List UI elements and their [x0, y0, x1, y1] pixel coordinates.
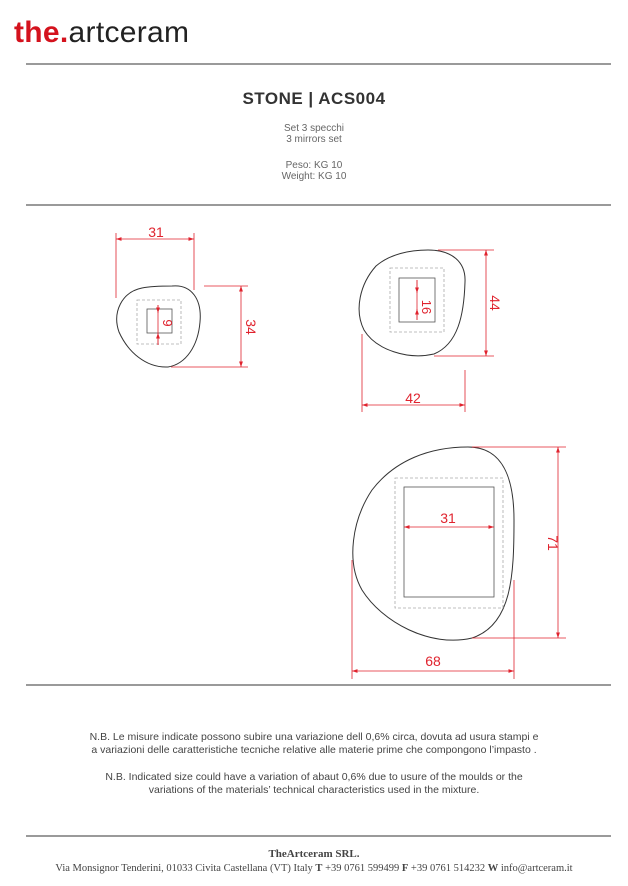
logo-the: the.: [14, 16, 69, 49]
weight-en: Weight: KG 10: [281, 171, 347, 182]
product-title: STONE | ACS004: [242, 89, 386, 108]
note-it-line1: N.B. Le misure indicate possono subire una variazione dell 0,6% circa, dovuta ad usura stampi e: [89, 731, 539, 743]
small-height-label: 34: [243, 319, 259, 335]
large-inner-label: 31: [440, 510, 456, 526]
note-it-line2: a variazioni delle caratteristiche tecniche relative alle materie prime che compongono l’impasto .: [91, 744, 537, 756]
large-height-label: 71: [545, 535, 561, 551]
medium-height-label: 44: [487, 295, 503, 311]
note-en-line1: N.B. Indicated size could have a variation of abaut 0,6% due to usure of the moulds or the: [105, 771, 523, 783]
footer-contact: [0, 863, 628, 874]
footer-web-label: W: [487, 863, 499, 874]
small-mirror-outline: [117, 286, 200, 367]
logo-artceram: artceram: [68, 16, 190, 49]
large-mirror-hidden-outer: [395, 478, 503, 608]
weight-it: Peso: KG 10: [285, 160, 343, 171]
footer-phone-label: T: [315, 863, 323, 874]
note-en-line2: variations of the materials’ technical characteristics used in the mixture.: [148, 784, 480, 796]
small-inner-label: 9: [160, 319, 175, 327]
description-it: Set 3 specchi: [283, 123, 345, 134]
description-en: 3 mirrors set: [286, 134, 342, 145]
large-mirror-inner-rect: [404, 487, 494, 597]
medium-inner-label: 16: [419, 299, 434, 315]
footer-divider: [26, 835, 611, 837]
footer-fax: +39 0761 514232: [410, 863, 486, 874]
medium-mirror-outline: [359, 250, 465, 356]
small-width-label: 31: [148, 224, 164, 240]
footer-email[interactable]: info@artceram.it: [500, 863, 573, 874]
section-divider-bottom: [26, 684, 611, 686]
footer-address: Via Monsignor Tenderini, 01033 Civita Castellana (VT) Italy: [55, 863, 313, 874]
small-mirror-drawing: [116, 233, 248, 367]
large-mirror-drawing: [352, 447, 566, 679]
footer-company: TheArtceram SRL.: [268, 848, 360, 860]
medium-width-label: 42: [405, 390, 421, 406]
large-mirror-outline: [353, 447, 514, 640]
medium-mirror-drawing: [359, 250, 494, 412]
footer-fax-label: F: [401, 863, 409, 874]
large-width-label: 68: [425, 653, 441, 669]
footer-phone: +39 0761 599499: [325, 863, 400, 874]
